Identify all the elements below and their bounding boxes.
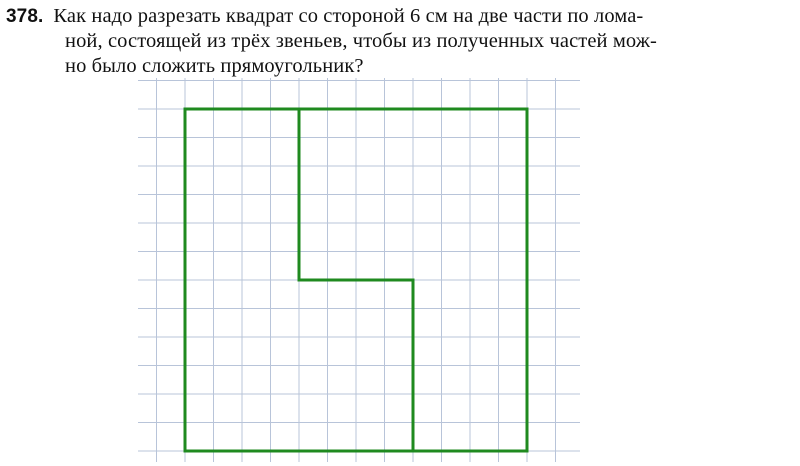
grid-figure-svg xyxy=(138,78,580,462)
problem-number: 378. xyxy=(6,6,44,27)
square-figure xyxy=(138,78,580,462)
problem-line-2: ной, состоящей из трёх звеньев, чтобы из полученных частей мож- xyxy=(65,30,657,52)
problem-statement xyxy=(6,4,794,79)
grid-paper xyxy=(138,78,580,462)
problem-line-3: но было сложить прямоугольник? xyxy=(65,55,364,77)
problem-text-line-1: Как надо разрезать квадрат со стороной 6 см на две части по лома- xyxy=(53,5,644,27)
problem-line-1 xyxy=(6,4,794,29)
